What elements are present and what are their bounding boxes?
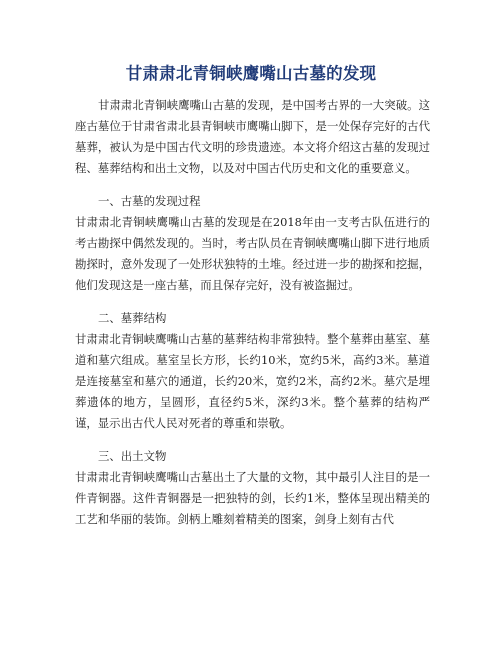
section-paragraph-structure: 甘肃肃北青铜峡鹰嘴山古墓的墓葬结构非常独特。整个墓葬由墓室、墓道和墓穴组成。墓室呈长方形，长约10米，宽约5米，高约3米。墓道是连接墓室和墓穴的通道，长约20米，宽约2米，高约2米。墓穴是埋葬遗体的地方，呈圆形，直径约5米，深约3米。整个墓葬的结构严谨，显示出古代人民对死者的尊重和崇敬。: [75, 332, 430, 430]
document-title: 甘肃肃北青铜峡鹰嘴山古墓的发现: [125, 64, 377, 83]
section-gap: [75, 296, 430, 308]
section-heading-discovery: 一、古墓的发现过程: [98, 194, 201, 208]
section-heading-artifacts: 三、出土文物: [98, 449, 167, 463]
section-gap: [75, 434, 430, 446]
section-paragraph-discovery: 甘肃肃北青铜峡鹰嘴山古墓的发现是在2018年由一支考古队伍进行的考古勘探中偶然发现的。当时，考古队员在青铜峡鹰嘴山脚下进行地质勘探时，意外发现了一处形状独特的土堆。经过进一步的勘探和挖掘，他们发现这是一座古墓，而且保存完好，没有被盗掘过。: [75, 215, 430, 292]
section-paragraph-artifacts: 甘肃肃北青铜峡鹰嘴山古墓出土了大量的文物，其中最引人注目的是一件青铜器。这件青铜器是一把独特的剑，长约1米，整体呈现出精美的工艺和华丽的装饰。剑柄上雕刻着精美的图案，剑身上刻有古代: [75, 470, 430, 526]
section-heading-structure: 二、墓葬结构: [98, 311, 167, 325]
section-gap: [75, 179, 430, 191]
document-body: [75, 95, 430, 530]
intro-paragraph: 甘肃肃北青铜峡鹰嘴山古墓的发现，是中国考古界的一大突破。这座古墓位于甘肃省肃北县青铜峡市鹰嘴山脚下，是一处保存完好的古代墓葬，被认为是中国古代文明的珍贵遗迹。本文将介绍这古墓的发现过程、墓葬结构和出土文物，以及对中国古代历史和文化的重要意义。: [75, 98, 430, 175]
